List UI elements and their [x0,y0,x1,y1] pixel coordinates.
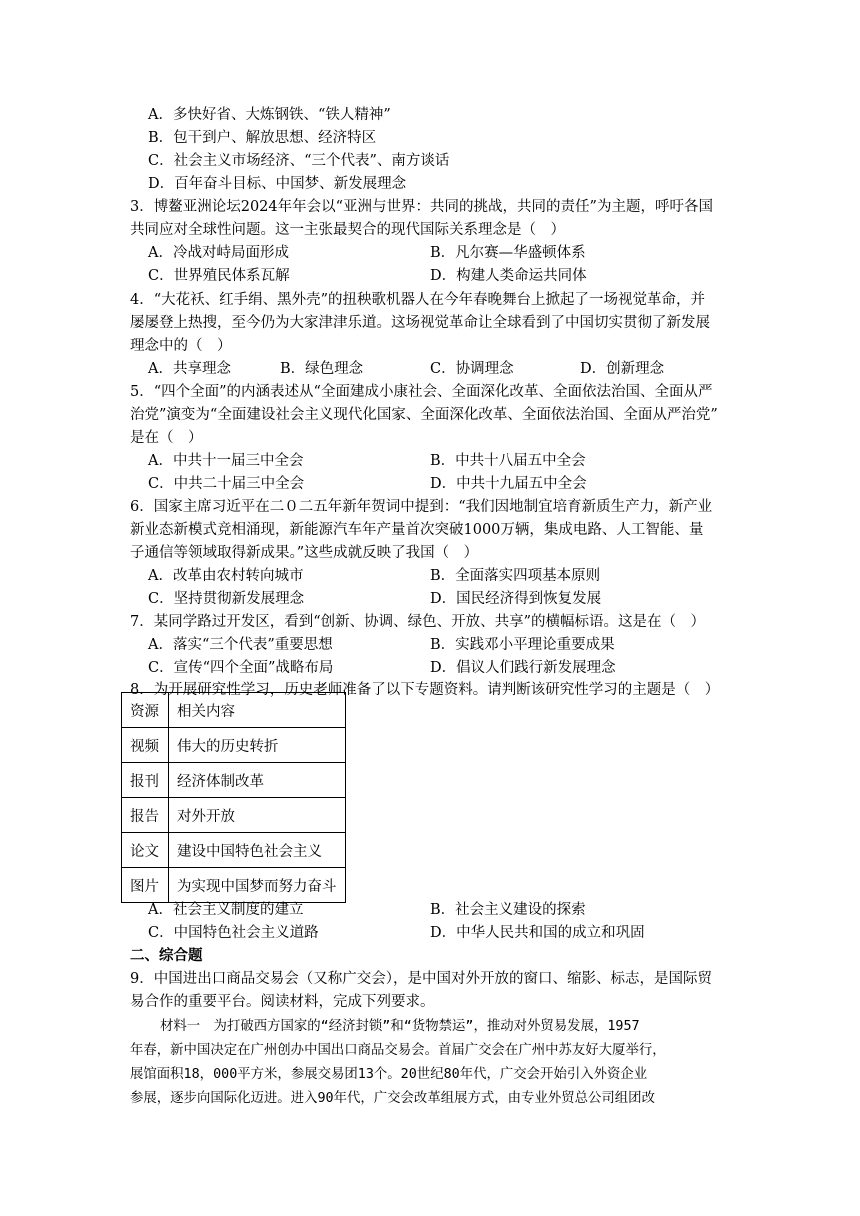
q3-option-a: A．冷战对峙局面形成 [148,245,289,261]
q5-stem-line-3: 是在（ ） [130,430,203,446]
q7-option-c: C．宣传“四个全面”战略布局 [148,660,334,676]
q7-option-a: A．落实“三个代表”重要思想 [148,637,333,653]
q7-option-b: B．实践邓小平理论重要成果 [430,637,615,653]
q9-stem-line-2: 易合作的重要平台。阅读材料，完成下列要求。 [130,994,435,1010]
q6-option-d: D．国民经济得到恢复发展 [430,591,602,607]
q5-option-b: B．中共十八届五中全会 [430,453,586,469]
q5-option-a: A．中共十一届三中全会 [148,453,304,469]
q5-option-d: D．中共十九届五中全会 [430,476,587,492]
q5-stem-line-2: 治党”演变为“全面建设社会主义现代化国家、全面深化改革、全面依法治国、全面从严治党” [130,407,718,423]
table-cell: 报告 [122,798,169,833]
table-row [122,763,346,798]
table-row [122,728,346,763]
material-line-3: 展馆面积18，000平方米，参展交易团13个。20世纪80年代，广交会开始引入外资企业 [130,1067,648,1082]
table-cell: 经济体制改革 [169,763,346,798]
q8-option-d: D．中华人民共和国的成立和巩固 [430,925,645,941]
q6-stem-line-3: 子通信等领域取得新成果。”这些成就反映了我国（ ） [130,545,479,561]
q7-option-d: D．倡议人们践行新发展理念 [430,660,616,676]
q2-option-b: B．包干到户、解放思想、经济特区 [148,130,377,146]
table-cell: 论文 [122,833,169,868]
table-cell: 图片 [122,868,169,903]
q4-stem-line-1: 4．“大花袄、红手绢、黑外壳”的扭秧歌机器人在今年春晚舞台上掀起了一场视觉革命，并 [130,292,706,308]
q3-option-d: D．构建人类命运共同体 [430,268,587,284]
table-row [122,868,346,903]
q2-option-c: C．社会主义市场经济、“三个代表”、南方谈话 [148,153,450,169]
table-cell: 相关内容 [169,693,346,728]
q3-option-c: C．世界殖民体系瓦解 [148,268,290,284]
resource-table [121,692,346,903]
q4-option-b: B．绿色理念 [280,361,364,377]
q8-stem-line-1: 8．为开展研究性学习，历史老师准备了以下专题资料。请判断该研究性学习的主题是（ ） [130,682,720,698]
q8-option-a: A．社会主义制度的建立 [148,902,304,918]
section-title: 二、综合题 [130,947,203,964]
table-cell: 建设中国特色社会主义 [169,833,346,868]
q8-option-c: C．中国特色社会主义道路 [148,925,319,941]
q4-option-a: A．共享理念 [148,361,231,377]
table-cell: 为实现中国梦而努力奋斗 [169,868,346,903]
q6-option-a: A．改革由农村转向城市 [148,568,304,584]
table-cell: 报刊 [122,763,169,798]
q4-stem-line-3: 理念中的（ ） [130,338,232,354]
q6-stem-line-2: 新业态新模式竞相涌现，新能源汽车年产量首次突破1000万辆，集成电路、人工智能、量 [130,522,704,538]
q5-option-c: C．中共二十届三中全会 [148,476,305,492]
table-row [122,693,346,728]
q3-stem-line-2: 共同应对全球性问题。这一主张最契合的现代国际关系理念是（ ） [130,222,565,238]
q3-option-b: B．凡尔赛—华盛顿体系 [430,245,586,261]
q4-option-d: D．创新理念 [580,361,665,377]
q2-option-d: D．百年奋斗目标、中国梦、新发展理念 [148,176,407,192]
q4-stem-line-2: 屡屡登上热搜，至今仍为大家津津乐道。这场视觉革命让全球看到了中国切实贯彻了新发展 [130,315,710,331]
material-line-1: 材料一 为打破西方国家的“经济封锁”和“货物禁运”，推动对外贸易发展，1957 [160,1019,640,1034]
q6-stem-line-1: 6．国家主席习近平在二０二五年新年贺词中提到：“我们因地制宜培育新质生产力，新产业 [130,499,713,515]
material-line-4: 参展，逐步向国际化迈进。进入90年代，广交会改革组展方式，由专业外贸总公司组团改 [130,1091,655,1106]
q7-stem-line-1: 7．某同学路过开发区，看到“创新、协调、绿色、开放、共享”的横幅标语。这是在（ ） [130,614,706,630]
table-cell: 视频 [122,728,169,763]
q5-stem-line-1: 5．“四个全面”的内涵表述从“全面建成小康社会、全面深化改革、全面依法治国、全面从严 [130,384,713,400]
q9-stem-line-1: 9．中国进出口商品交易会（又称广交会），是中国对外开放的窗口、缩影、标志，是国际贸 [130,971,712,987]
table-cell: 对外开放 [169,798,346,833]
table-row [122,833,346,868]
table-row [122,798,346,833]
table-cell: 资源 [122,693,169,728]
table-cell: 伟大的历史转折 [169,728,346,763]
q4-option-c: C．协调理念 [430,361,514,377]
q2-option-a: A．多快好省、大炼钢铁、“铁人精神” [148,107,391,123]
q8-option-b: B．社会主义建设的探索 [430,902,586,918]
q6-option-c: C．坚持贯彻新发展理念 [148,591,305,607]
q6-option-b: B．全面落实四项基本原则 [430,568,601,584]
q3-stem-line-1: 3．博鳌亚洲论坛2024年年会以“亚洲与世界：共同的挑战，共同的责任”为主题，呼吁各国 [130,199,713,215]
material-line-2: 年春，新中国决定在广州创办中国出口商品交易会。首届广交会在广州中苏友好大厦举行， [130,1043,666,1058]
